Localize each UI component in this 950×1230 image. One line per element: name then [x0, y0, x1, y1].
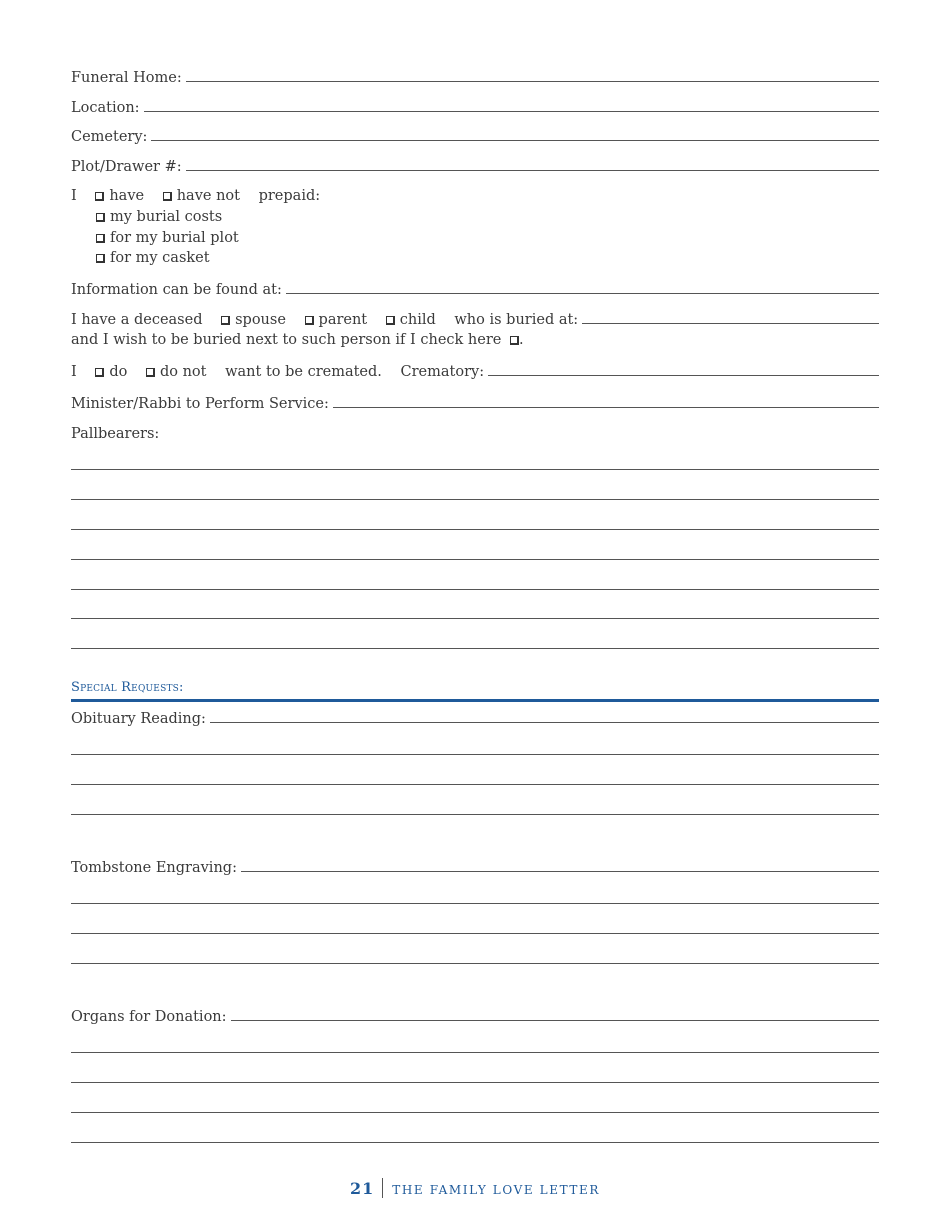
burial-costs-label: my burial costs — [110, 209, 223, 225]
obituary-row — [71, 706, 879, 728]
pallbearer-line[interactable] — [71, 469, 879, 470]
crematory-line[interactable] — [488, 375, 879, 376]
buried-next-row: and I wish to be buried next to such person if I check here . — [71, 332, 524, 348]
have-checkbox[interactable] — [95, 192, 104, 201]
spouse-checkbox[interactable] — [221, 316, 230, 325]
parent-label: parent — [318, 312, 368, 328]
minister-row — [71, 391, 879, 413]
info-found-line[interactable] — [286, 293, 879, 294]
have-not-checkbox[interactable] — [163, 192, 172, 201]
crematory-label: Crematory: — [400, 364, 485, 380]
spouse-label: spouse — [235, 312, 286, 328]
cemetery-line[interactable] — [151, 140, 879, 141]
organs-row — [71, 1004, 879, 1026]
prepaid-item — [96, 229, 239, 247]
organs-line[interactable] — [71, 1052, 879, 1053]
tombstone-line[interactable] — [71, 933, 879, 934]
funeral-home-label: Funeral Home: — [71, 70, 182, 86]
casket-checkbox[interactable] — [96, 254, 105, 263]
pallbearer-line[interactable] — [71, 648, 879, 649]
burial-plot-checkbox[interactable] — [96, 234, 105, 243]
tombstone-row — [71, 855, 879, 877]
buried-next-label: and I wish to be buried next to such person if I check here — [71, 332, 502, 348]
burial-plot-label: for my burial plot — [110, 230, 239, 246]
tombstone-label: Tombstone Engraving: — [71, 860, 237, 876]
child-checkbox[interactable] — [386, 316, 395, 325]
do-label: do — [109, 364, 128, 380]
obituary-line[interactable] — [71, 754, 879, 755]
cemetery-row — [71, 124, 879, 146]
cemetery-label: Cemetery: — [71, 129, 148, 145]
burial-costs-checkbox[interactable] — [96, 213, 105, 222]
section-rule — [71, 699, 879, 702]
child-label: child — [399, 312, 436, 328]
plot-row — [71, 154, 879, 176]
buried-next-checkbox[interactable] — [510, 336, 519, 345]
deceased-intro: I have a deceased — [71, 312, 203, 328]
cremated-label: want to be cremated. — [225, 364, 382, 380]
do-not-label: do not — [159, 364, 207, 380]
pallbearer-line[interactable] — [71, 529, 879, 530]
do-checkbox[interactable] — [95, 368, 104, 377]
footer-title: THE FAMILY LOVE LETTER — [392, 1183, 600, 1197]
obituary-line[interactable] — [71, 814, 879, 815]
location-row — [71, 95, 879, 117]
obituary-label: Obituary Reading: — [71, 711, 206, 727]
cremation-options — [71, 363, 488, 381]
prepaid-suffix: prepaid: — [258, 188, 321, 204]
do-not-checkbox[interactable] — [146, 368, 155, 377]
tombstone-line[interactable] — [71, 963, 879, 964]
organs-line[interactable] — [231, 1020, 879, 1021]
minister-line[interactable] — [333, 407, 879, 408]
funeral-home-row — [71, 65, 879, 87]
plot-line[interactable] — [186, 170, 879, 171]
deceased-options — [71, 311, 582, 329]
casket-label: for my casket — [110, 250, 210, 266]
cremation-row — [71, 359, 879, 381]
obituary-line[interactable] — [71, 784, 879, 785]
organs-label: Organs for Donation: — [71, 1009, 227, 1025]
tombstone-line[interactable] — [241, 871, 879, 872]
cremation-intro: I — [71, 364, 77, 380]
funeral-home-line[interactable] — [186, 81, 879, 82]
have-not-label: have not — [176, 188, 240, 204]
deceased-row — [71, 307, 879, 329]
buried-at-line[interactable] — [582, 323, 879, 324]
special-requests-heading: Special Requests: — [71, 680, 184, 695]
pallbearer-line[interactable] — [71, 499, 879, 500]
plot-label: Plot/Drawer #: — [71, 159, 182, 175]
info-found-label: Information can be found at: — [71, 282, 282, 298]
page-footer — [0, 1178, 950, 1198]
organs-line[interactable] — [71, 1112, 879, 1113]
pallbearer-line[interactable] — [71, 589, 879, 590]
minister-label: Minister/Rabbi to Perform Service: — [71, 396, 329, 412]
page-number: 21 — [349, 1179, 375, 1198]
organs-line[interactable] — [71, 1082, 879, 1083]
footer-divider — [382, 1178, 383, 1198]
obituary-line[interactable] — [210, 722, 879, 723]
tombstone-line[interactable] — [71, 903, 879, 904]
organs-line[interactable] — [71, 1142, 879, 1143]
prepaid-intro: I — [71, 188, 77, 204]
location-label: Location: — [71, 100, 140, 116]
info-found-row — [71, 277, 879, 299]
prepaid-item — [96, 249, 210, 267]
have-label: have — [109, 188, 145, 204]
pallbearer-line[interactable] — [71, 618, 879, 619]
pallbearers-label: Pallbearers: — [71, 426, 160, 442]
prepaid-row — [71, 187, 320, 205]
parent-checkbox[interactable] — [305, 316, 314, 325]
prepaid-item — [96, 208, 222, 226]
pallbearer-line[interactable] — [71, 559, 879, 560]
location-line[interactable] — [144, 111, 879, 112]
buried-at-label: who is buried at: — [454, 312, 579, 328]
